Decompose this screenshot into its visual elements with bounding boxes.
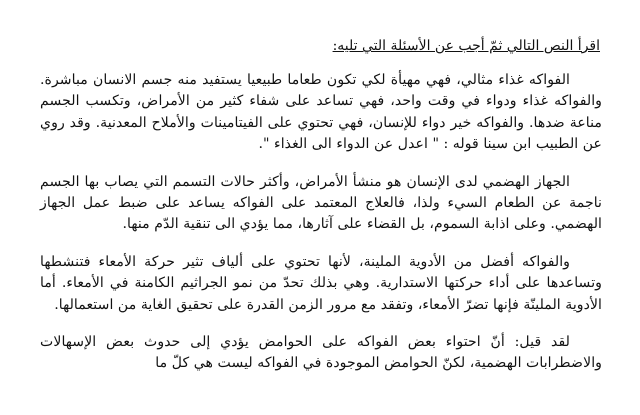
paragraph-digestive-system: الجهاز الهضمي لدى الإنسان هو منشأ الأمراض، وأكثر حالات التسمم التي يصاب بها الجسم ناجمة عن الطعام السيء ولذا، فالعلاج المعتمد على الفواكه يساعد على ضبط عمل الجهاز الهضمي. وعلى اذابة السموم، بل القضاء على آثارها، مما يؤدي الى تنقية الدّم منها. <box>40 173 602 233</box>
paragraph-fruits-ideal-food: الفواكه غذاء مثالي، فهي مهيأة لكي تكون طعاما طبيعيا يستفيد منه جسم الانسان مباشرة. والفواكه غذاء ودواء في وقت واحد، فهي تساعد على شفاء كثير من الأمراض، وتكسب الجسم مناعة ضدها. والفواكه خير دواء للإنسان، فهي تحتوي على الفيتامينات والأملاح المعدنية. وقد روي عن الطبيب ابن سينا قوله : " اعدل عن الدواء الى الغذاء ". <box>40 72 602 153</box>
paragraph-acids: لقد قيل: أنّ احتواء بعض الفواكه على الحوامض يؤدي إلى حدوث بعض الإسهالات والاضطرابات الهضمية، لكنّ الحوامض الموجودة في الفواكه ليست هي كلّ ما <box>40 334 602 372</box>
paragraph-laxatives: والفواكه أفضل من الأدوية الملينة، لأنها تحتوي على ألياف تثير حركة الأمعاء فتنشطها وتساعدها على أداء حركتها الاستدارية. وهي بذلك تحدّ من نمو الجراثيم الكامنة في الأمعاء. أما الأدوية الملينّة فإنها تضرّ الأمعاء، وتفقد مع مرور الزمن القدرة على تحقيق الغاية من استعمالها. <box>40 253 602 313</box>
reading-instruction: اقرأ النص التالي ثمّ أجب عن الأسئلة التي تليه: <box>332 38 600 54</box>
